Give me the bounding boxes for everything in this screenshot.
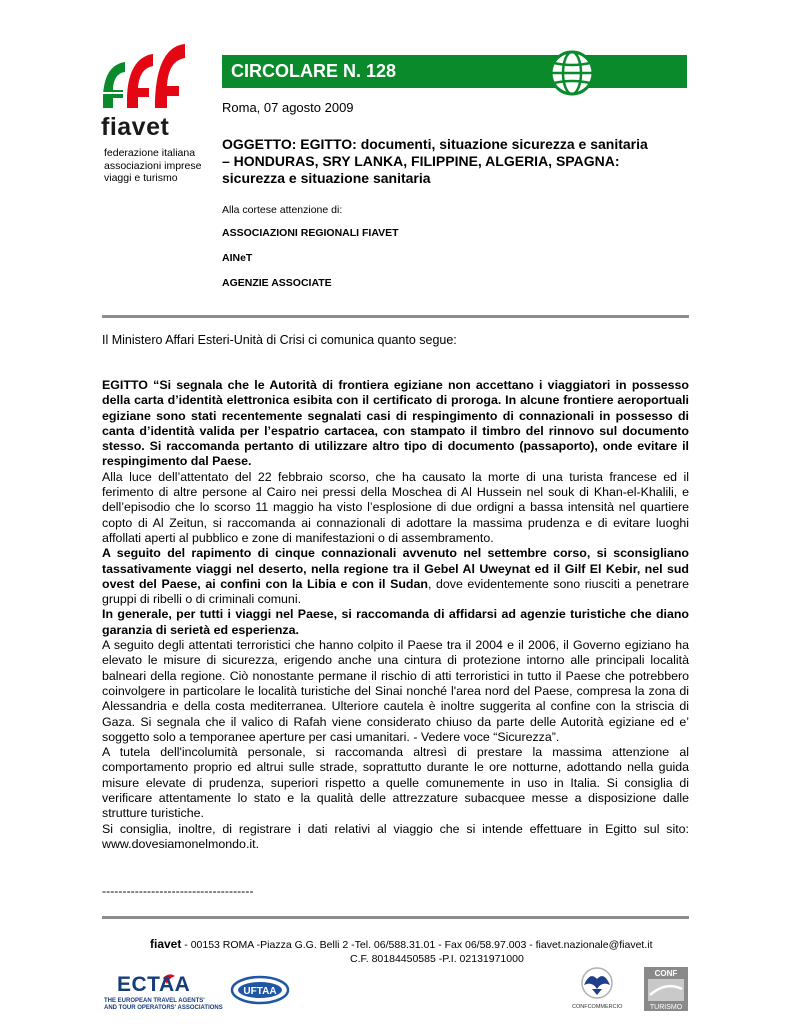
confturismo-logo-icon <box>642 965 690 1013</box>
recipient-item: ASSOCIAZIONI REGIONALI FIAVET <box>222 227 399 239</box>
brand-subtitle: federazione italiana associazioni imprese viaggi e turismo <box>104 147 202 184</box>
title-bar <box>222 55 687 88</box>
uftaa-logo-icon <box>230 975 290 1005</box>
paragraph-desert-warning: A seguito del rapimento di cinque connazionali avvenuto nel settembre corso, si sconsigliano tassativamente viaggi nel deserto, nella regione tra il Gebel Al Uweynat ed il Gilf El Kebir, nel sud ovest del Paese, ai confini con la Libia e con il Sudan, dove evidentemente sono riusciti a penetrare gruppi di ribelli o di criminali comuni. <box>102 546 689 607</box>
recipient-item: AGENZIE ASSOCIATE <box>222 277 332 289</box>
divider <box>102 315 689 318</box>
divider <box>102 916 689 919</box>
document-date: Roma, 07 agosto 2009 <box>222 100 354 115</box>
page-title: CIRCOLARE N. 128 <box>231 61 397 81</box>
ectaa-subtitle: THE EUROPEAN TRAVEL AGENTS' AND TOUR OPERATORS' ASSOCIATIONS <box>104 998 223 1011</box>
globe-icon <box>547 49 597 97</box>
footer-address: fiavet - 00153 ROMA -Piazza G.G. Belli 2 -Tel. 06/588.31.01 - Fax 06/58.97.003 - fiavet.nazionale@fiavet.it <box>150 937 653 951</box>
intro-text: Il Ministero Affari Esteri-Unità di Crisi ci comunica quanto segue: <box>102 333 457 347</box>
confcommercio-label: CONFCOMMERCIO <box>572 1004 623 1010</box>
svg-text:TURISMO: TURISMO <box>649 1004 683 1011</box>
paragraph-egypt-documents: EGITTO “Si segnala che le Autorità di frontiera egiziane non accettano i viaggiatori in possesso della carta d’identità elettronica esibita con il certificato di proroga. In alcune frontiere aeroportuali egiziane sono stati recentemente segnalati casi di respingimento di connazionali in possesso di canta d’identità valida per l’espatrio cartacea, con stampato il timbro del rinnovo sul documento stesso. Si raccomanda pertanto di utilizzare altro tipo di documento (passaporto), onde evitare il respingimento dal Paese. <box>102 378 689 469</box>
svg-text:UFTAA: UFTAA <box>243 986 277 997</box>
paragraph-attacks: Alla luce dell’attentato del 22 febbraio scorso, che ha causato la morte di una turista francese ed il ferimento di altre persone al Cairo nei pressi della Moschea di Al Hussein nel souk di Khan-el-Khalili, e dell’episodio che lo scorso 11 maggio ha visto l’esplosione di due ordigni a bassa intensità nel quartiere copto di Al Zeitun, si raccomanda ai connazionali di adottare la massima prudenza e di evitare luoghi affollati aperti al pubblico e zone di manifestazioni o di assembramento. <box>102 469 689 545</box>
paragraph-registration: Si consiglia, inoltre, di registrare i dati relativi al viaggio che si intende effettuare in Egitto sul sito: www.dovesiamonelmondo.it. <box>102 821 689 851</box>
circular-body <box>102 378 689 852</box>
paragraph-road-safety: A tutela dell'incolumità personale, si raccomanda altresì di prestare la massima attenzione al comportamento proprio ed altrui sulle strade, soprattutto durante le ore notturne, adottando nella guida misure elevate di prudenza, superiori rispetto a quelle comunemente in uso in Italia. Si consiglia di verificare attentamente lo stato e la qualità delle attrezzature subacquee messe a disposizione dalle strutture turistiche. <box>102 745 689 821</box>
attention-label: Alla cortese attenzione di: <box>222 204 343 216</box>
subject-heading: OGGETTO: EGITTO: documenti, situazione sicurezza e sanitaria – HONDURAS, SRY LANKA, FILIPPINE, ALGERIA, SPAGNA: sicurezza e situazione sanitaria <box>222 136 648 186</box>
paragraph-agencies: In generale, per tutti i viaggi nel Paese, si raccomanda di affidarsi ad agenzie turistiche che diano garanzia di serietà ed esperienza. <box>102 607 689 637</box>
brand-name: fiavet <box>101 113 170 141</box>
ectaa-logo-text: ECTAA <box>117 973 191 996</box>
footer-fiscal-codes: C.F. 80184450585 -P.I. 02131971000 <box>350 953 524 965</box>
svg-text:CONF: CONF <box>654 969 678 978</box>
dashed-separator: ------------------------------------- <box>102 884 254 898</box>
paragraph-security: A seguito degli attentati terroristici che hanno colpito il Paese tra il 2004 e il 2006, il Governo egiziano ha elevato le misure di sicurezza, erigendo anche una cintura di protezione intorno alle principali località balneari della regione. Ciò nonostante permane il rischio di atti terroristici in tutto il Paese che potrebbero coinvolgere in particolare le località turistiche del Sinai nonché l'area nord del Paese, compresa la zona di Alessandria e della costa mediterranea. Ulteriore cautela è inoltre suggerita al confine con la striscia di Gaza. Si segnala che il valico di Rafah viene considerato chiuso da parte delle Autorità egiziane ed e’ soggetto solo a temporanee aperture per casi umanitari. - Vedere voce “Sicurezza”. <box>102 638 689 744</box>
recipient-item: AINeT <box>222 252 253 264</box>
